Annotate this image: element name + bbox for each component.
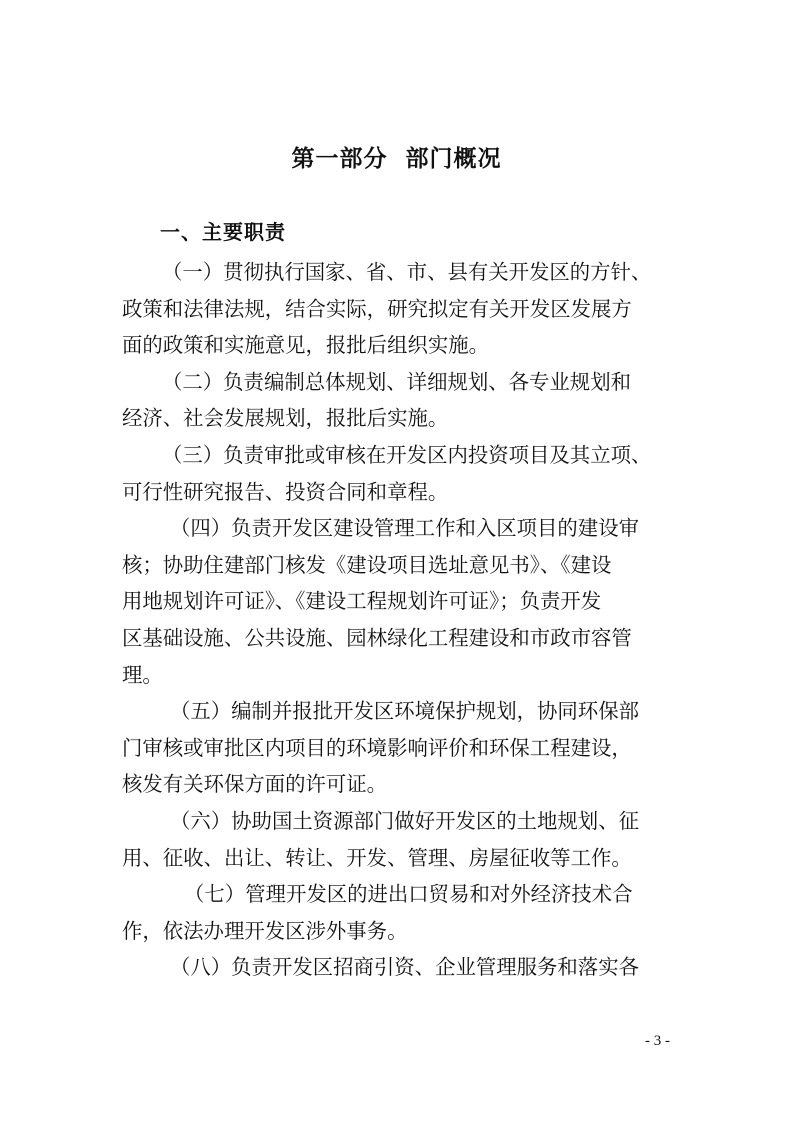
text-line: （三）负责审批或审核在开发区内投资项目及其立项、 bbox=[162, 442, 652, 467]
text-line: （一）贯彻执行国家、省、市、县有关开发区的方针、 bbox=[162, 260, 652, 284]
text-line: 用地规划许可证》、《建设工程规划许可证》；负责开发 bbox=[122, 589, 602, 614]
paragraph-6 bbox=[122, 803, 674, 876]
text-line: 门审核或审批区内项目的环境影响评价和环保工程建设， bbox=[122, 735, 632, 760]
text-line: 核；协助住建部门核发《建设项目选址意见书》、《建设 bbox=[122, 552, 612, 577]
text-line: 用、征收、出让、转让、开发、管理、房屋征收等工作。 bbox=[122, 845, 632, 870]
text-line: 政策和法律法规，结合实际，研究拟定有关开发区发展方 bbox=[122, 296, 632, 321]
paragraph-3 bbox=[122, 437, 674, 510]
paragraph-2 bbox=[122, 364, 674, 437]
text-line: （四）负责开发区建设管理工作和入区项目的建设审 bbox=[170, 516, 639, 541]
paragraph-5 bbox=[122, 693, 674, 803]
paragraph-4 bbox=[122, 510, 674, 693]
paragraph-7 bbox=[122, 876, 674, 949]
text-line: （二）负责编制总体规划、详细规划、各专业规划和 bbox=[162, 369, 631, 394]
text-line: 区基础设施、公共设施、园林绿化工程建设和市政市容管 bbox=[122, 625, 632, 650]
text-line: （五）编制并报批开发区环境保护规划，协同环保部 bbox=[170, 699, 639, 724]
paragraph-1 bbox=[122, 254, 674, 364]
text-line: 面的政策和实施意见，报批后组织实施。 bbox=[122, 333, 490, 358]
text-line: （八）负责开发区招商引资、企业管理服务和落实各 bbox=[170, 955, 639, 980]
text-line: 理。 bbox=[122, 662, 163, 687]
text-line: 核发有关环保方面的许可证。 bbox=[122, 772, 388, 797]
paragraph-8 bbox=[122, 949, 674, 986]
text-line: 作，依法办理开发区涉外事务。 bbox=[122, 918, 408, 943]
text-line: 可行性研究报告、投资合同和章程。 bbox=[122, 479, 449, 504]
text-line: （七）管理开发区的进出口贸易和对外经济技术合 bbox=[184, 882, 633, 907]
page-title: 第一部分 部门概况 bbox=[291, 146, 502, 172]
text-line: 经济、社会发展规划，报批后实施。 bbox=[122, 406, 449, 431]
page-number: - 3 - bbox=[645, 1033, 670, 1049]
text-line: （六）协助国土资源部门做好开发区的土地规划、征 bbox=[170, 808, 639, 833]
section-heading: 一、主要职责 bbox=[160, 220, 286, 244]
body-text bbox=[122, 254, 674, 986]
